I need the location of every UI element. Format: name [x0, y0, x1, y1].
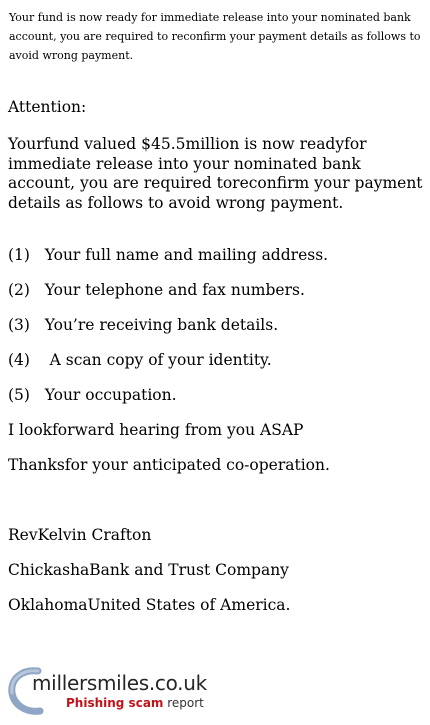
- list-item: (3) You’re receiving bank details.: [8, 316, 279, 334]
- list-item: (4) A scan copy of your identity.: [8, 351, 272, 369]
- list-item: (5) Your occupation.: [8, 386, 177, 404]
- list-item: (2) Your telephone and fax numbers.: [8, 281, 305, 299]
- millersmiles-logo: [8, 665, 223, 717]
- main-paragraph: Yourfund valued $45.5million is now readyfor immediate release into your nominated bank account, you are required toreconfirm your payment details as follows to avoid wrong payment.: [8, 135, 423, 212]
- greeting: Attention:: [8, 98, 87, 116]
- thanks-line: Thanksfor your anticipated co-operation.: [8, 456, 330, 474]
- signature-company: ChickashaBank and Trust Company: [8, 561, 289, 579]
- intro-text: Your fund is now ready for immediate release into your nominated bank account, you are required to reconfirm your payment details as follows to avoid wrong payment.: [9, 11, 421, 62]
- logo-tagline-highlight: Phishing scam: [66, 696, 164, 710]
- list-item: (1) Your full name and mailing address.: [8, 246, 329, 264]
- signature-location: OklahomaUnited States of America.: [8, 596, 291, 614]
- closing-line: I lookforward hearing from you ASAP: [8, 421, 304, 439]
- logo-tagline-rest: report: [163, 696, 204, 710]
- logo-tagline: [66, 696, 204, 710]
- signature-name: RevKelvin Crafton: [8, 526, 152, 544]
- logo-wordmark: millersmiles.co.uk: [32, 671, 207, 695]
